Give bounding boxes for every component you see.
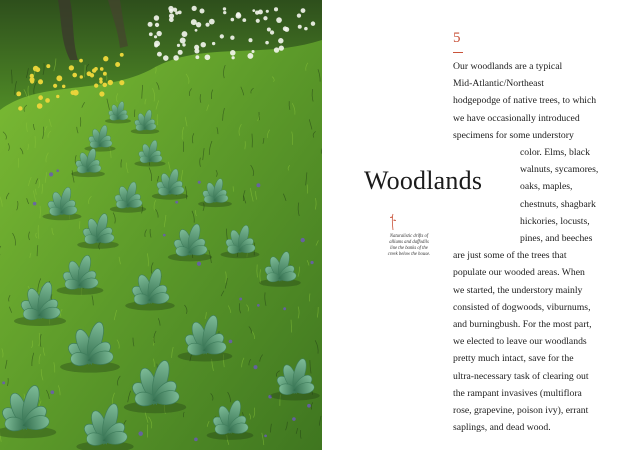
white-flower	[301, 8, 306, 13]
chapter-rule	[453, 52, 463, 53]
white-flower	[182, 31, 188, 37]
white-flower	[169, 17, 174, 22]
violet	[138, 431, 143, 436]
violet	[163, 234, 166, 237]
daffodil	[38, 95, 43, 100]
white-flower	[154, 35, 157, 38]
caption-line: Naturalistic drifts of	[389, 234, 429, 239]
white-flower	[252, 9, 255, 12]
white-flower	[178, 50, 183, 55]
violet	[283, 307, 286, 310]
body-line: consisted of dogwoods, viburnums,	[453, 301, 591, 313]
violet	[49, 172, 53, 176]
chapter-number: 5	[453, 30, 461, 46]
white-flower	[180, 38, 186, 44]
body-line: rose, grapevine, poison ivy), errant	[453, 405, 589, 417]
body-line: walnuts, sycamores,	[520, 164, 599, 176]
caption-text	[364, 234, 454, 258]
violet	[50, 390, 54, 394]
photo-caption	[364, 212, 454, 258]
violet	[292, 417, 296, 421]
white-flower	[311, 21, 315, 25]
white-flower	[274, 47, 279, 52]
daffodil	[120, 53, 124, 57]
white-flower	[199, 9, 204, 14]
white-flower	[155, 23, 159, 27]
violet	[307, 404, 311, 408]
body-line: color. Elms, black	[520, 147, 590, 159]
daffodil	[99, 80, 102, 83]
body-line: ultra-necessary task of clearing out	[453, 370, 589, 382]
body-line: chestnuts, shagbark	[520, 198, 596, 210]
white-flower	[182, 43, 185, 46]
white-flower	[248, 38, 252, 42]
body-line: hickories, locusts,	[520, 215, 590, 227]
caption-line: creek below the house.	[387, 252, 431, 257]
white-flower	[223, 7, 226, 10]
body-line: the rampant invasives (multiflora	[453, 387, 582, 399]
sprig-ornament-icon	[387, 212, 399, 232]
daffodil	[115, 62, 120, 67]
white-flower	[205, 23, 209, 27]
white-flower	[209, 19, 215, 25]
daffodil	[53, 84, 57, 88]
white-flower	[230, 36, 234, 40]
daffodil	[80, 75, 83, 78]
white-flower	[247, 53, 253, 59]
white-flower	[297, 13, 301, 17]
violet	[198, 181, 201, 184]
body-line: saplings, and dead wood.	[453, 422, 551, 434]
white-flower	[230, 50, 236, 56]
white-flower	[156, 31, 161, 36]
white-flower	[256, 19, 260, 23]
daffodil	[16, 91, 21, 96]
violet	[56, 169, 59, 172]
text-page	[322, 0, 643, 450]
white-flower	[163, 55, 169, 61]
caption-line: line the banks of the	[390, 246, 428, 251]
white-flower	[279, 46, 284, 51]
white-flower	[263, 16, 267, 20]
body-line: and burningbush. For the most part,	[453, 319, 592, 331]
white-flower	[236, 13, 242, 19]
white-flower	[270, 30, 274, 34]
white-flower	[169, 9, 173, 13]
violet	[257, 304, 260, 307]
white-flower	[154, 15, 159, 20]
white-flower	[278, 38, 283, 43]
violet	[310, 261, 313, 264]
body-line: oaks, maples,	[520, 181, 573, 193]
white-flower	[154, 43, 158, 47]
violet	[2, 381, 5, 384]
white-flower	[148, 22, 153, 27]
daffodil	[72, 73, 77, 78]
white-flower	[192, 6, 197, 11]
chapter-title: Woodlands	[364, 166, 483, 195]
body-line: specimens for some understory	[453, 129, 574, 141]
daffodil	[92, 68, 96, 72]
violet	[253, 365, 257, 369]
body-line: pines, and beeches	[520, 233, 593, 245]
white-flower	[242, 18, 246, 22]
white-flower	[173, 55, 179, 61]
daffodil	[18, 106, 22, 110]
daffodil	[35, 67, 40, 72]
daffodil	[56, 95, 59, 98]
daffodil	[102, 83, 107, 88]
white-flower	[195, 29, 198, 32]
violet	[194, 437, 198, 441]
white-flower	[177, 44, 180, 47]
violet	[229, 340, 233, 344]
daffodil	[94, 84, 98, 88]
caption-line: alliums and daffodils	[389, 240, 429, 245]
white-flower	[212, 42, 215, 45]
white-flower	[231, 56, 234, 59]
daffodil	[46, 64, 50, 68]
daffodil	[108, 80, 113, 85]
daffodil	[79, 59, 83, 63]
body-line: populate our wooded areas. When	[453, 267, 585, 279]
body-paragraph	[453, 58, 628, 436]
daffodil	[45, 98, 50, 103]
body-line: we have occasionally introduced	[453, 112, 580, 124]
daffodil	[119, 80, 124, 85]
daffodil	[62, 85, 65, 88]
white-flower	[195, 55, 199, 59]
daffodil	[87, 71, 92, 76]
white-flower	[220, 34, 224, 38]
violet	[175, 201, 178, 204]
daffodil	[100, 67, 104, 71]
white-flower	[201, 42, 206, 47]
white-flower	[157, 52, 162, 57]
body-line: we started, the understory mainly	[453, 284, 583, 296]
white-flower	[276, 17, 282, 23]
white-flower	[298, 25, 302, 29]
body-line: we elected to leave our woodlands	[453, 336, 587, 348]
white-flower	[274, 7, 278, 11]
white-flower	[283, 26, 288, 31]
white-flower	[266, 10, 269, 13]
white-flower	[265, 41, 269, 45]
daffodil	[69, 65, 74, 70]
body-line: Mid-Atlantic/Northeast	[453, 78, 544, 90]
violet	[33, 202, 37, 206]
white-flower	[267, 27, 271, 31]
violet	[239, 298, 242, 301]
body-line: Our woodlands are a typical	[453, 61, 563, 72]
white-flower	[178, 10, 182, 14]
white-flower	[251, 50, 254, 53]
white-flower	[191, 19, 197, 25]
daffodil	[38, 79, 43, 84]
violet	[301, 238, 305, 242]
daffodil	[30, 79, 34, 83]
daffodil	[56, 75, 62, 81]
body-line: hodgepodge of native trees, to which	[453, 95, 597, 107]
white-flower	[149, 32, 153, 36]
white-flower	[258, 9, 263, 14]
daffodil	[103, 56, 108, 61]
white-flower	[304, 27, 308, 31]
violet	[256, 183, 260, 187]
body-line: are just some of the trees that	[453, 250, 567, 262]
white-flower	[223, 11, 226, 14]
white-flower	[194, 49, 199, 54]
body-line: pretty much intact, save for the	[453, 353, 574, 365]
white-flower	[231, 18, 235, 22]
white-flower	[173, 8, 177, 12]
white-flower	[205, 54, 211, 60]
violet	[264, 435, 267, 438]
daffodil	[37, 103, 43, 109]
violet	[197, 262, 201, 266]
daffodil	[70, 90, 75, 95]
daffodil	[99, 91, 104, 96]
